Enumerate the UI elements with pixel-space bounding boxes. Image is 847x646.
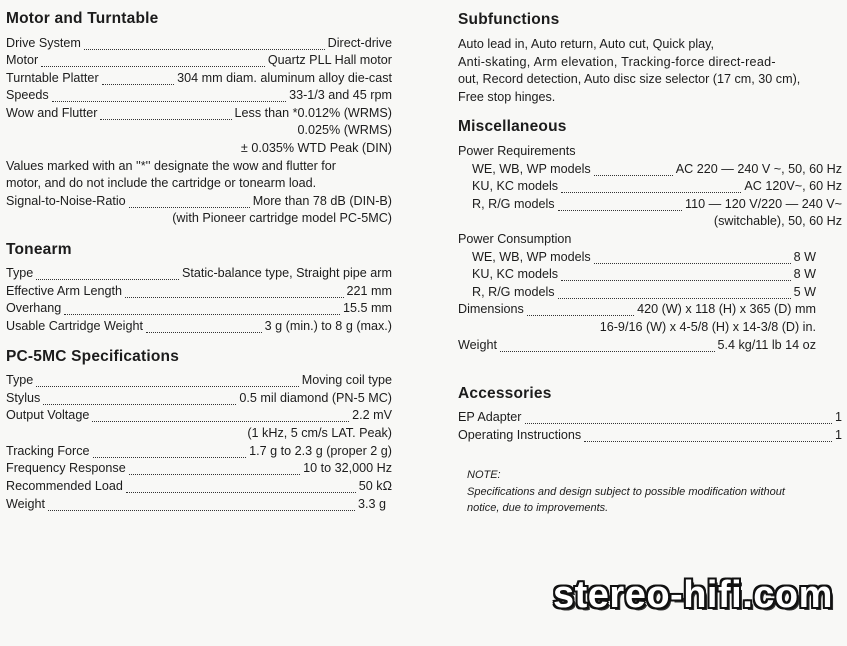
spec-row: KU, KC models 8 W [472, 267, 816, 281]
snr-continuation: (with Pioneer cartridge model PC-5MC) [172, 211, 392, 225]
spec-row: Stylus 0.5 mil diamond (PN-5 MC) [6, 391, 392, 405]
spec-row: Signal-to-Noise-Ratio More than 78 dB (DIN-B) [6, 194, 392, 208]
spec-row: KU, KC models AC 120V~, 60 Hz [472, 179, 842, 193]
spec-row: Effective Arm Length 221 mm [6, 284, 392, 298]
tonearm-heading: Tonearm [6, 241, 72, 258]
spec-row: WE, WB, WP models AC 220 — 240 V ~, 50, 60 Hz [472, 162, 842, 176]
subfunctions-line-3: out, Record detection, Auto disc size selector (17 cm, 30 cm), [458, 72, 801, 86]
power-requirements-continuation: (switchable), 50, 60 Hz [713, 214, 842, 228]
note-line-2: notice, due to improvements. [467, 502, 609, 514]
spec-row: Wow and Flutter Less than *0.012% (WRMS) [6, 106, 392, 120]
spec-row: Weight 5.4 kg/11 lb 14 oz [458, 338, 816, 352]
spec-row: Dimensions 420 (W) x 118 (H) x 365 (D) mm [458, 302, 816, 316]
spec-row: Usable Cartridge Weight 3 g (min.) to 8 g (max.) [6, 319, 392, 333]
dimensions-continuation: 16-9/16 (W) x 4-5/8 (H) x 14-3/8 (D) in. [599, 320, 816, 334]
spec-row: Speeds 33-1/3 and 45 rpm [6, 88, 392, 102]
subfunctions-line-4: Free stop hinges. [458, 90, 556, 104]
spec-row: R, R/G models 5 W [472, 285, 816, 299]
spec-row: Frequency Response 10 to 32,000 Hz [6, 461, 392, 475]
spec-row: Type Static-balance type, Straight pipe arm [6, 266, 392, 280]
spec-row: Output Voltage 2.2 mV [6, 408, 392, 422]
wow-continuation-1: 0.025% (WRMS) [297, 123, 392, 137]
output-continuation: (1 kHz, 5 cm/s LAT. Peak) [247, 426, 392, 440]
power-requirements-label: Power Requirements [458, 144, 576, 158]
spec-row: Turntable Platter 304 mm diam. aluminum alloy die-cast [6, 71, 392, 85]
spec-row: EP Adapter 1 [458, 410, 842, 424]
misc-heading: Miscellaneous [458, 118, 567, 135]
spec-row: Recommended Load 50 kΩ [6, 479, 392, 493]
watermark-logo: stereo-hifi.com [553, 574, 833, 616]
spec-row: Tracking Force 1.7 g to 2.3 g (proper 2 g) [6, 444, 392, 458]
note-line-1: Specifications and design subject to possible modification without [467, 486, 785, 498]
subfunctions-line-2: Anti-skating, Arm elevation, Tracking-force direct-read- [458, 55, 776, 69]
accessories-heading: Accessories [458, 385, 552, 402]
wow-continuation-2: ± 0.035% WTD Peak (DIN) [240, 141, 392, 155]
wow-note-line-1: Values marked with an ''*'' designate the wow and flutter for [6, 159, 337, 173]
subfunctions-line-1: Auto lead in, Auto return, Auto cut, Quick play, [458, 37, 714, 51]
spec-row: Type Moving coil type [6, 373, 392, 387]
spec-row: Overhang 15.5 mm [6, 301, 392, 315]
spec-row: Motor Quartz PLL Hall motor [6, 53, 392, 67]
motor-heading: Motor and Turntable [6, 10, 159, 27]
note-title: NOTE: [467, 469, 501, 481]
spec-row: Weight 3.3 g [6, 497, 386, 511]
subfunctions-heading: Subfunctions [458, 11, 560, 28]
wow-note-line-2: motor, and do not include the cartridge or tonearm load. [6, 176, 317, 190]
power-consumption-label: Power Consumption [458, 232, 572, 246]
spec-row: WE, WB, WP models 8 W [472, 250, 816, 264]
spec-row: Operating Instructions 1 [458, 428, 842, 442]
pc5mc-heading: PC-5MC Specifications [6, 348, 180, 365]
spec-row: Drive System Direct-drive [6, 36, 392, 50]
spec-row: R, R/G models 110 — 120 V/220 — 240 V~ [472, 197, 842, 211]
